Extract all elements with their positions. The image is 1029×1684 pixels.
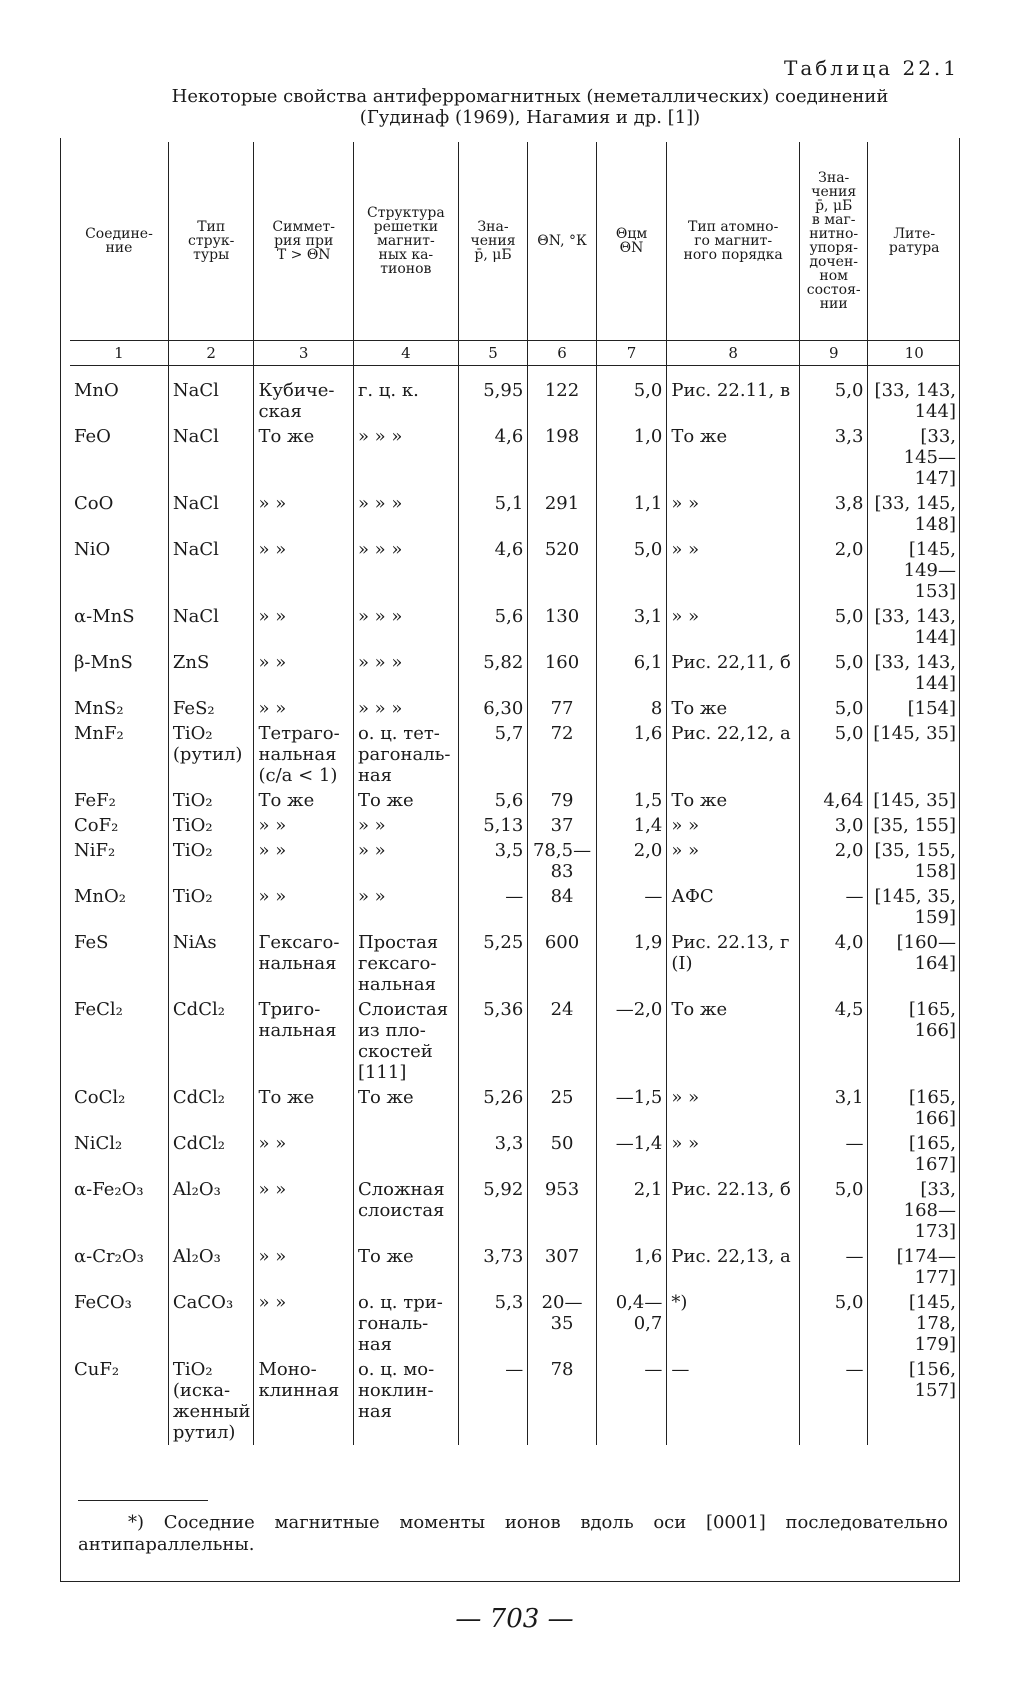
table-cell: 5,0 xyxy=(799,1177,867,1244)
table-cell: То же xyxy=(353,788,458,813)
column-number: 10 xyxy=(868,341,960,366)
table-cell: 1,1 xyxy=(596,491,667,537)
table-cell: 78 xyxy=(528,1357,596,1445)
table-cell: » » xyxy=(667,1085,800,1131)
table-cell: » » xyxy=(254,813,353,838)
table-cell: 5,0 xyxy=(799,650,867,696)
table-cell: То же xyxy=(353,1085,458,1131)
table-cell: [160— 164] xyxy=(868,930,960,997)
table-cell: [33, 143, 144] xyxy=(868,650,960,696)
table-cell: 291 xyxy=(528,491,596,537)
table-row xyxy=(70,696,960,721)
table-body xyxy=(70,366,960,1446)
table-cell: » » xyxy=(254,1290,353,1357)
table-cell: 953 xyxy=(528,1177,596,1244)
table-cell: TiO₂ xyxy=(168,884,254,930)
table-cell: То же xyxy=(667,424,800,491)
table-cell: α-Fe₂O₃ xyxy=(74,1179,144,1200)
table-cell: 20—35 xyxy=(528,1290,596,1357)
table-cell: — xyxy=(458,884,528,930)
table-cell: 4,64 xyxy=(799,788,867,813)
table-cell: 4,0 xyxy=(799,930,867,997)
table-cell: [154] xyxy=(868,696,960,721)
table-cell: » » xyxy=(353,838,458,884)
table-cell: — xyxy=(596,1357,667,1445)
table-cell: CdCl₂ xyxy=(168,997,254,1085)
table-cell: 2,0 xyxy=(799,537,867,604)
table-cell: FeS₂ xyxy=(168,696,254,721)
table-cell: 3,0 xyxy=(799,813,867,838)
table-cell: Кубиче- ская xyxy=(254,366,353,425)
table-cell: TiO₂ xyxy=(168,813,254,838)
table-row xyxy=(70,1357,960,1445)
column-number: 8 xyxy=(667,341,800,366)
table-cell: Al₂O₃ xyxy=(168,1244,254,1290)
table-cell: 77 xyxy=(528,696,596,721)
table-cell: [33, 143, 144] xyxy=(868,366,960,425)
table-cell: — xyxy=(458,1357,528,1445)
table-cell: TiO₂ xyxy=(168,838,254,884)
table-cell: CuF₂ xyxy=(74,1359,120,1380)
table-row xyxy=(70,884,960,930)
table-cell: 4,6 xyxy=(458,537,528,604)
table-cell: » » xyxy=(254,884,353,930)
table-cell: α-Cr₂O₃ xyxy=(74,1246,144,1267)
table-cell: FeCO₃ xyxy=(74,1292,132,1313)
table-cell: 3,73 xyxy=(458,1244,528,1290)
table-cell: NaCl xyxy=(168,537,254,604)
table-label: Таблица 22.1 xyxy=(783,56,959,80)
table-cell: » » » xyxy=(353,604,458,650)
table-cell: NiAs xyxy=(168,930,254,997)
table-row xyxy=(70,650,960,696)
table-row xyxy=(70,604,960,650)
column-header: Тип атомно- го магнит- ного порядка xyxy=(667,142,800,341)
table-cell: [165, 166] xyxy=(868,997,960,1085)
table-cell: 37 xyxy=(528,813,596,838)
table-cell: 84 xyxy=(528,884,596,930)
footnote-rule xyxy=(78,1500,208,1501)
table-cell: 5,36 xyxy=(458,997,528,1085)
table-cell: TiO₂ (искa- женный рутил) xyxy=(168,1357,254,1445)
table-cell: ZnS xyxy=(168,650,254,696)
table-cell: *) xyxy=(667,1290,800,1357)
table-row xyxy=(70,537,960,604)
table-cell: — xyxy=(799,884,867,930)
table-cell: 5,0 xyxy=(799,1290,867,1357)
table-cell: CdCl₂ xyxy=(168,1131,254,1177)
table-cell: Рис. 22,11, б xyxy=(667,650,800,696)
table-cell: 6,1 xyxy=(596,650,667,696)
table-cell: 5,0 xyxy=(799,366,867,425)
table-cell: о. ц. три- гональ- ная xyxy=(353,1290,458,1357)
table-cell: 5,25 xyxy=(458,930,528,997)
table-cell: [33, 145, 148] xyxy=(868,491,960,537)
table-cell: [35, 155, 158] xyxy=(868,838,960,884)
table-cell: 2,0 xyxy=(799,838,867,884)
table-cell: То же xyxy=(254,424,353,491)
table-cell: 72 xyxy=(528,721,596,788)
table-cell: 5,26 xyxy=(458,1085,528,1131)
table-cell: » » » xyxy=(353,491,458,537)
table-cell: 0,4— 0,7 xyxy=(596,1290,667,1357)
table-cell: β-MnS xyxy=(74,652,133,673)
table-cell: » » xyxy=(667,838,800,884)
table-cell: — xyxy=(799,1131,867,1177)
table-cell: CdCl₂ xyxy=(168,1085,254,1131)
table-cell: 1,9 xyxy=(596,930,667,997)
table-cell: FeF₂ xyxy=(74,790,116,811)
table-cell: о. ц. мо- ноклин- ная xyxy=(353,1357,458,1445)
table-cell: 1,6 xyxy=(596,1244,667,1290)
table-cell: » » xyxy=(254,1244,353,1290)
table-cell: —1,4 xyxy=(596,1131,667,1177)
table-cell: 2,0 xyxy=(596,838,667,884)
table-cell: MnO xyxy=(74,380,119,401)
table-cell: 2,1 xyxy=(596,1177,667,1244)
table-cell: 3,1 xyxy=(596,604,667,650)
table-cell: Слоистая из пло- скостей [111] xyxy=(353,997,458,1085)
table-row xyxy=(70,1244,960,1290)
table-cell: » » xyxy=(254,537,353,604)
table-cell: 4,5 xyxy=(799,997,867,1085)
table-cell: 520 xyxy=(528,537,596,604)
column-header: Зна- чения p̄, μБ в маг- нитно- упоря- дочен- ном состоя- нии xyxy=(799,142,867,341)
table-cell: » » xyxy=(667,604,800,650)
table-cell: г. ц. к. xyxy=(353,366,458,425)
table-cell: Al₂O₃ xyxy=(168,1177,254,1244)
table-cell: TiO₂ xyxy=(168,788,254,813)
table-cell: 4,6 xyxy=(458,424,528,491)
table-row xyxy=(70,813,960,838)
table-cell: Рис. 22,13, а xyxy=(667,1244,800,1290)
table-row xyxy=(70,1177,960,1244)
column-number-row xyxy=(70,341,960,366)
table-cell: 1,5 xyxy=(596,788,667,813)
table-cell: » » xyxy=(254,838,353,884)
table-row xyxy=(70,788,960,813)
table-cell: [35, 155] xyxy=(868,813,960,838)
table-cell: 1,0 xyxy=(596,424,667,491)
table-cell: NiO xyxy=(74,539,111,560)
table-cell: » » » xyxy=(353,696,458,721)
table-cell: 160 xyxy=(528,650,596,696)
table-cell: » » xyxy=(667,491,800,537)
table-cell: » » xyxy=(353,884,458,930)
table-cell: 5,92 xyxy=(458,1177,528,1244)
table-cell: 198 xyxy=(528,424,596,491)
table-row xyxy=(70,930,960,997)
table-row xyxy=(70,1085,960,1131)
table-cell: 5,3 xyxy=(458,1290,528,1357)
table-cell: 5,95 xyxy=(458,366,528,425)
table-cell: — xyxy=(667,1357,800,1445)
table-cell: [165, 167] xyxy=(868,1131,960,1177)
table-cell: NiCl₂ xyxy=(74,1133,123,1154)
column-number: 1 xyxy=(70,341,168,366)
table-cell: То же xyxy=(254,788,353,813)
table-cell: » » » xyxy=(353,537,458,604)
table-cell: 3,8 xyxy=(799,491,867,537)
table-cell: [145, 35, 159] xyxy=(868,884,960,930)
table-cell: [156, 157] xyxy=(868,1357,960,1445)
table-cell: NaCl xyxy=(168,366,254,425)
table-cell: Триго- нальная xyxy=(254,997,353,1085)
table-cell: 5,6 xyxy=(458,788,528,813)
table-cell: То же xyxy=(254,1085,353,1131)
table-cell: 6,30 xyxy=(458,696,528,721)
table-cell: [174— 177] xyxy=(868,1244,960,1290)
header-row xyxy=(70,142,960,341)
table-row xyxy=(70,491,960,537)
table-cell: CoF₂ xyxy=(74,815,119,836)
table-cell: —1,5 xyxy=(596,1085,667,1131)
table-cell: То же xyxy=(667,696,800,721)
column-header: Структура решетки магнит- ных ка- тионов xyxy=(353,142,458,341)
table-cell: » » xyxy=(254,1177,353,1244)
table-cell: CoO xyxy=(74,493,114,514)
table-cell: 3,1 xyxy=(799,1085,867,1131)
table-cell: 1,6 xyxy=(596,721,667,788)
table-cell: [165, 166] xyxy=(868,1085,960,1131)
table-cell: 5,0 xyxy=(799,696,867,721)
column-number: 3 xyxy=(254,341,353,366)
column-header: Тип струк- туры xyxy=(168,142,254,341)
table-cell: 3,5 xyxy=(458,838,528,884)
table-cell: о. ц. тет- рагональ- ная xyxy=(353,721,458,788)
table-cell: NiF₂ xyxy=(74,840,116,861)
table-cell: Моно- клинная xyxy=(254,1357,353,1445)
table-cell: » » xyxy=(254,604,353,650)
table-cell: [145, 35] xyxy=(868,788,960,813)
table-row xyxy=(70,1290,960,1357)
properties-table xyxy=(70,142,960,1445)
table-cell: [145, 35] xyxy=(868,721,960,788)
table-cell: CaCO₃ xyxy=(168,1290,254,1357)
column-number: 4 xyxy=(353,341,458,366)
table-row xyxy=(70,1131,960,1177)
table-cell: АФС xyxy=(667,884,800,930)
table-cell: То же xyxy=(353,1244,458,1290)
table-cell: 307 xyxy=(528,1244,596,1290)
table-cell: [33, 145— 147] xyxy=(868,424,960,491)
table-cell: 130 xyxy=(528,604,596,650)
table-cell: 25 xyxy=(528,1085,596,1131)
table-cell: » » xyxy=(667,1131,800,1177)
table-cell: [33, 168— 173] xyxy=(868,1177,960,1244)
table-cell: Тетраго- нальная (c/a < 1) xyxy=(254,721,353,788)
table-cell: FeO xyxy=(74,426,111,447)
table-cell: » » » xyxy=(353,650,458,696)
table-row xyxy=(70,721,960,788)
column-header: ΘN, °К xyxy=(528,142,596,341)
table-cell: 5,1 xyxy=(458,491,528,537)
column-header: Лите- ратура xyxy=(868,142,960,341)
table-cell: MnS₂ xyxy=(74,698,124,719)
table-cell: MnF₂ xyxy=(74,723,124,744)
page-number: — 703 — xyxy=(455,1604,574,1634)
table-cell: FeS xyxy=(74,932,109,953)
table-cell: Гексаго- нальная xyxy=(254,930,353,997)
column-header: Θцм ΘN xyxy=(596,142,667,341)
table-cell: 122 xyxy=(528,366,596,425)
table-cell: Простая гексаго- нальная xyxy=(353,930,458,997)
table-cell: 5,0 xyxy=(596,366,667,425)
table-cell: 24 xyxy=(528,997,596,1085)
table-cell: 5,0 xyxy=(799,604,867,650)
table-cell: Сложная слоистая xyxy=(353,1177,458,1244)
table-cell: » » » xyxy=(353,424,458,491)
table-cell: NaCl xyxy=(168,604,254,650)
table-cell: FeCl₂ xyxy=(74,999,123,1020)
table-cell: — xyxy=(799,1357,867,1445)
table-cell: То же xyxy=(667,788,800,813)
table-cell: 5,7 xyxy=(458,721,528,788)
table-cell: » » xyxy=(667,537,800,604)
table-cell: 5,13 xyxy=(458,813,528,838)
table-cell: — xyxy=(596,884,667,930)
table-cell: 5,0 xyxy=(799,721,867,788)
column-number: 6 xyxy=(528,341,596,366)
table-cell: » » xyxy=(667,813,800,838)
table-cell: CoCl₂ xyxy=(74,1087,126,1108)
table-cell: 78,5— 83 xyxy=(528,838,596,884)
table-cell: 5,6 xyxy=(458,604,528,650)
table-cell: 5,82 xyxy=(458,650,528,696)
table-cell: » » xyxy=(353,813,458,838)
table-cell: 600 xyxy=(528,930,596,997)
column-header: Симмет- рия при T > ΘN xyxy=(254,142,353,341)
table-cell: Рис. 22.11, в xyxy=(667,366,800,425)
table-row xyxy=(70,424,960,491)
table-cell: 3,3 xyxy=(799,424,867,491)
column-number: 9 xyxy=(799,341,867,366)
column-number: 5 xyxy=(458,341,528,366)
table-cell: TiO₂ (рутил) xyxy=(168,721,254,788)
table-cell: Рис. 22.13, б xyxy=(667,1177,800,1244)
table-cell: NaCl xyxy=(168,491,254,537)
table-cell: [145, 149— 153] xyxy=(868,537,960,604)
table-cell: Рис. 22.13, г (I) xyxy=(667,930,800,997)
column-header: Зна- чения p̄, μБ xyxy=(458,142,528,341)
table-cell: 1,4 xyxy=(596,813,667,838)
table-cell: » » xyxy=(254,696,353,721)
table-cell: 79 xyxy=(528,788,596,813)
table-cell: —2,0 xyxy=(596,997,667,1085)
column-header: Соедине- ние xyxy=(85,226,153,256)
table-row xyxy=(70,366,960,425)
table-cell: NaCl xyxy=(168,424,254,491)
table-cell: » » xyxy=(254,491,353,537)
table-cell: То же xyxy=(667,997,800,1085)
table-row xyxy=(70,997,960,1085)
footnote: *) Соседние магнитные моменты ионов вдоль оси [0001] последовательно антипараллельны. xyxy=(78,1512,948,1555)
table-cell: » » xyxy=(254,650,353,696)
table-cell: 8 xyxy=(596,696,667,721)
table-cell: 50 xyxy=(528,1131,596,1177)
column-number: 2 xyxy=(168,341,254,366)
table-cell: α-MnS xyxy=(74,606,135,627)
table-cell: 5,0 xyxy=(596,537,667,604)
table-cell: » » xyxy=(254,1131,353,1177)
table-cell: [145, 178, 179] xyxy=(868,1290,960,1357)
table-cell: Рис. 22,12, а xyxy=(667,721,800,788)
column-number: 7 xyxy=(596,341,667,366)
table-caption: Некоторые свойства антиферромагнитных (неметаллических) соединений (Гудинаф (1969), Нагамия и др. [1]) xyxy=(171,86,889,128)
table-cell: [33, 143, 144] xyxy=(868,604,960,650)
table-cell: — xyxy=(799,1244,867,1290)
table-cell: MnO₂ xyxy=(74,886,126,907)
table-row xyxy=(70,838,960,884)
table-cell: 3,3 xyxy=(458,1131,528,1177)
table-cell xyxy=(353,1131,458,1177)
